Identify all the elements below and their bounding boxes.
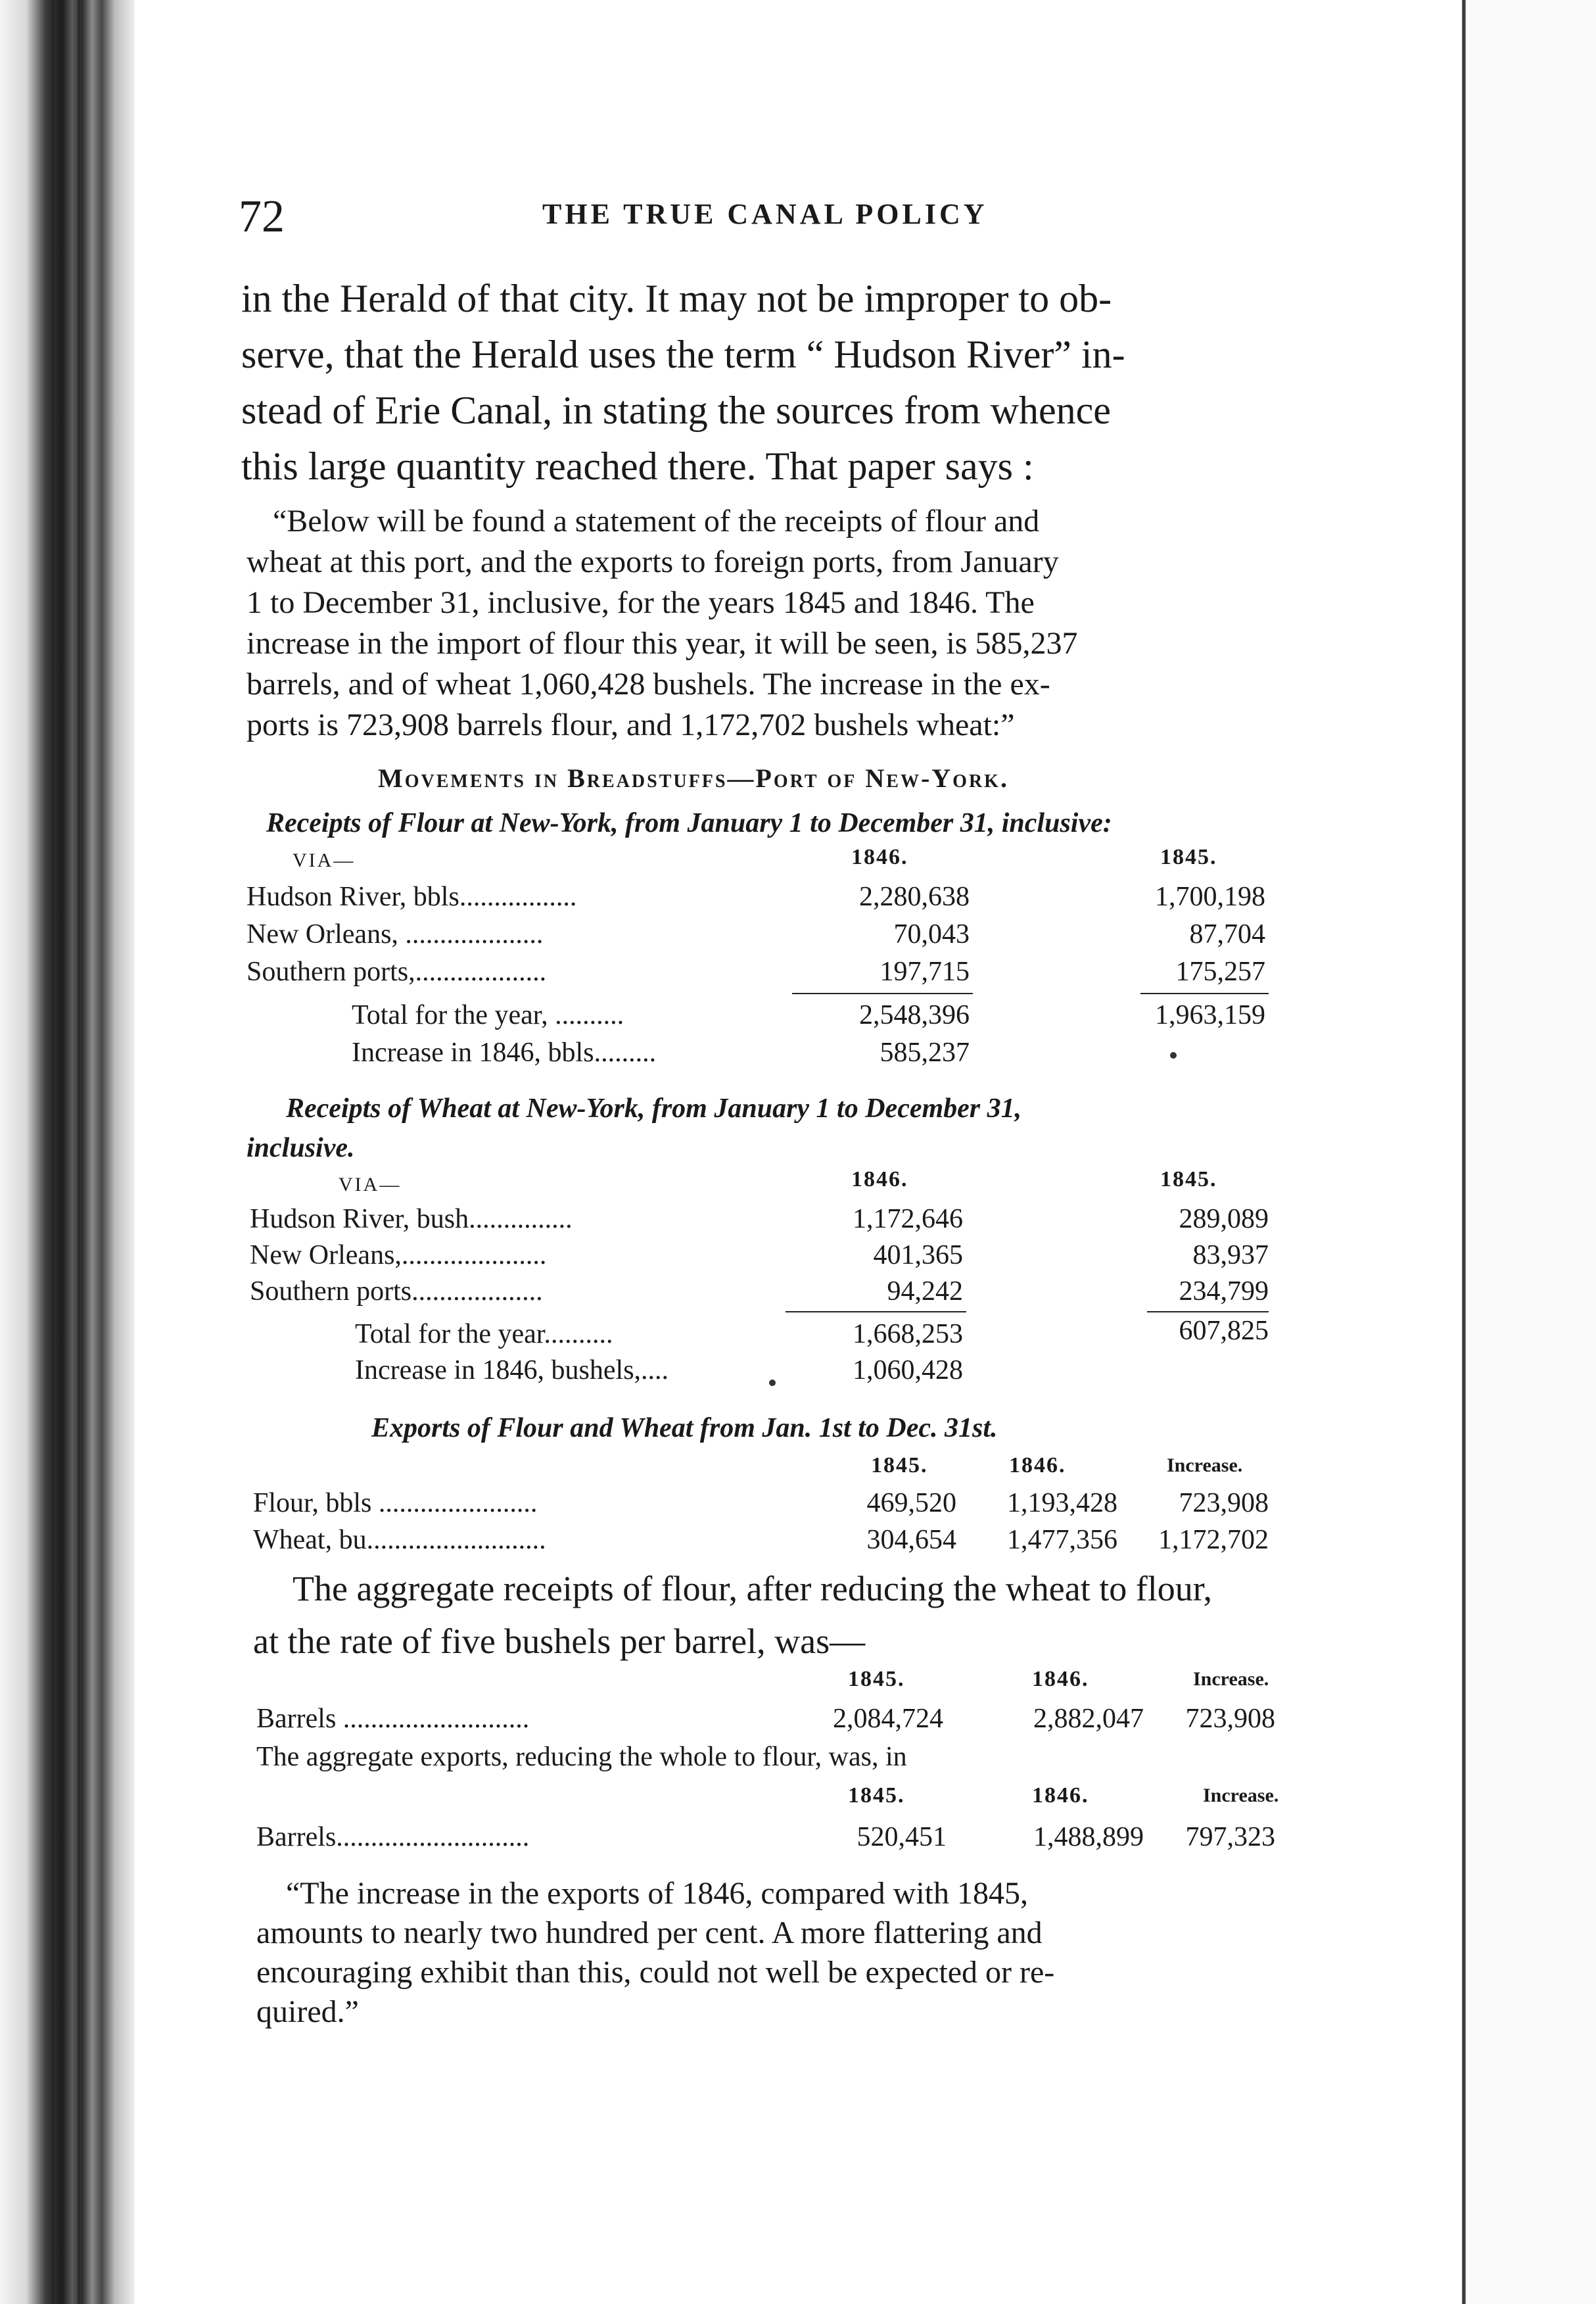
row-label: Southern ports................... (250, 1276, 543, 1307)
flour-caption: Receipts of Flour at New-York, from January 1 to December 31, inclusive: (266, 808, 1112, 838)
agg-exports-col-1846: 1846. (1032, 1783, 1089, 1808)
quote-line: “Below will be found a statement of the receipts of flour and (273, 504, 1040, 539)
exports-col-1846: 1846. (1009, 1453, 1066, 1477)
quote-line: wheat at this port, and the exports to foreign ports, from January (246, 544, 1059, 579)
wheat-col-1845: 1845. (1160, 1167, 1217, 1191)
intro-line: this large quantity reached there. That paper says : (241, 444, 1034, 488)
flour-via-label: VIA— (293, 850, 356, 871)
scan-speck (1170, 1052, 1177, 1059)
book-page (135, 0, 1462, 2304)
agg-receipts-1845: 2,084,724 (833, 1704, 943, 1734)
agg-exports-col-1845: 1845. (848, 1783, 905, 1808)
value-1845: 304,654 (866, 1525, 956, 1555)
value-1846: 1,193,428 (1007, 1488, 1117, 1518)
value-1846: 1,477,356 (1007, 1525, 1117, 1555)
row-label: New Orleans,..................... (250, 1240, 547, 1270)
value-1846: 197,715 (880, 957, 970, 987)
exports-caption: Exports of Flour and Wheat from Jan. 1st to Dec. 31st. (371, 1413, 998, 1443)
flour-total-1845: 1,963,159 (1155, 1000, 1265, 1030)
row-label: New Orleans, .................... (246, 919, 544, 949)
value-1845: 175,257 (1175, 957, 1265, 987)
facing-page-margin (1466, 0, 1596, 2304)
quote-line: barrels, and of wheat 1,060,428 bushels. The increase in the ex- (246, 667, 1050, 702)
sum-rule (792, 993, 973, 994)
scan-speck (769, 1380, 776, 1386)
agg-receipts-increase: 723,908 (1185, 1704, 1275, 1734)
agg-receipts-1846: 2,882,047 (1033, 1704, 1144, 1734)
closing-line: “The increase in the exports of 1846, compared with 1845, (286, 1876, 1028, 1911)
value-1845: 87,704 (1189, 919, 1265, 949)
flour-total-label: Total for the year, .......... (352, 1000, 624, 1030)
value-1845: 469,520 (866, 1488, 956, 1518)
wheat-increase-label: Increase in 1846, bushels,.... (355, 1355, 669, 1385)
aggregate-receipts-line: The aggregate receipts of flour, after reducing the wheat to flour, (293, 1569, 1213, 1608)
wheat-col-1846: 1846. (851, 1167, 908, 1191)
value-1845: 83,937 (1192, 1240, 1269, 1270)
value-1845: 234,799 (1179, 1276, 1269, 1307)
agg-receipts-col-1845: 1845. (848, 1667, 905, 1691)
agg-exports-1846: 1,488,899 (1033, 1822, 1144, 1852)
wheat-total-1845: 607,825 (1179, 1316, 1269, 1346)
value-1846: 1,172,646 (853, 1204, 963, 1234)
closing-line: quired.” (256, 1994, 359, 2029)
row-label: Hudson River, bush............... (250, 1204, 573, 1234)
wheat-via-label: VIA— (339, 1174, 402, 1195)
value-1846: 401,365 (873, 1240, 963, 1270)
sum-rule (1140, 993, 1269, 994)
row-label: Southern ports,................... (246, 957, 547, 987)
closing-line: encouraging exhibit than this, could not well be expected or re- (256, 1955, 1055, 1990)
intro-line: serve, that the Herald uses the term “ Hudson River” in- (241, 333, 1125, 376)
quote-line: 1 to December 31, inclusive, for the years 1845 and 1846. The (246, 585, 1035, 620)
sum-rule (1147, 1311, 1269, 1312)
row-label: Wheat, bu.......................... (253, 1525, 546, 1555)
agg-exports-1845: 520,451 (857, 1822, 947, 1852)
wheat-caption: Receipts of Wheat at New-York, from January 1 to December 31, (286, 1093, 1022, 1124)
value-1845: 289,089 (1179, 1204, 1269, 1234)
value-1846: 2,280,638 (859, 882, 970, 912)
wheat-total-label: Total for the year.......... (355, 1319, 613, 1349)
agg-receipts-label: Barrels ........................... (256, 1704, 530, 1734)
running-head: THE TRUE CANAL POLICY (542, 198, 988, 230)
agg-receipts-col-increase: Increase. (1193, 1668, 1269, 1690)
agg-exports-col-increase: Increase. (1203, 1785, 1279, 1806)
value-1845: 1,700,198 (1155, 882, 1265, 912)
spine-stripe (51, 0, 54, 2304)
closing-line: amounts to nearly two hundred per cent. A more flattering and (256, 1915, 1043, 1950)
spine-stripe (78, 0, 80, 2304)
quote-line: increase in the import of flour this year, it will be seen, is 585,237 (246, 626, 1078, 661)
value-increase: 723,908 (1179, 1488, 1269, 1518)
aggregate-receipts-line: at the rate of five bushels per barrel, was— (253, 1621, 866, 1661)
wheat-caption-cont: inclusive. (246, 1133, 355, 1163)
wheat-total-1846: 1,668,253 (853, 1319, 963, 1349)
flour-col-1846: 1846. (851, 845, 908, 869)
row-label: Hudson River, bbls................. (246, 882, 577, 912)
flour-increase-1846: 585,237 (880, 1038, 970, 1068)
value-1846: 70,043 (893, 919, 970, 949)
intro-line: in the Herald of that city. It may not be improper to ob- (241, 277, 1112, 320)
flour-total-1846: 2,548,396 (859, 1000, 970, 1030)
agg-receipts-col-1846: 1846. (1032, 1667, 1089, 1691)
aggregate-exports-line: The aggregate exports, reducing the whole to flour, was, in (256, 1742, 907, 1772)
agg-exports-increase: 797,323 (1185, 1822, 1275, 1852)
wheat-increase-1846: 1,060,428 (853, 1355, 963, 1385)
table-heading: Movements in Breadstuffs—Port of New-York. (378, 763, 1009, 793)
row-label: Flour, bbls ....................... (253, 1488, 538, 1518)
exports-col-1845: 1845. (871, 1453, 928, 1477)
intro-line: stead of Erie Canal, in stating the sources from whence (241, 389, 1111, 432)
exports-col-increase: Increase. (1167, 1454, 1243, 1476)
agg-exports-label: Barrels............................ (256, 1822, 530, 1852)
quote-line: ports is 723,908 barrels flour, and 1,172,702 bushels wheat:” (246, 708, 1015, 742)
book-spine-edge (0, 0, 135, 2304)
sum-rule (786, 1311, 966, 1312)
flour-increase-label: Increase in 1846, bbls......... (352, 1038, 657, 1068)
value-increase: 1,172,702 (1158, 1525, 1269, 1555)
value-1846: 94,242 (887, 1276, 963, 1307)
page-number: 72 (239, 191, 285, 242)
flour-col-1845: 1845. (1160, 845, 1217, 869)
